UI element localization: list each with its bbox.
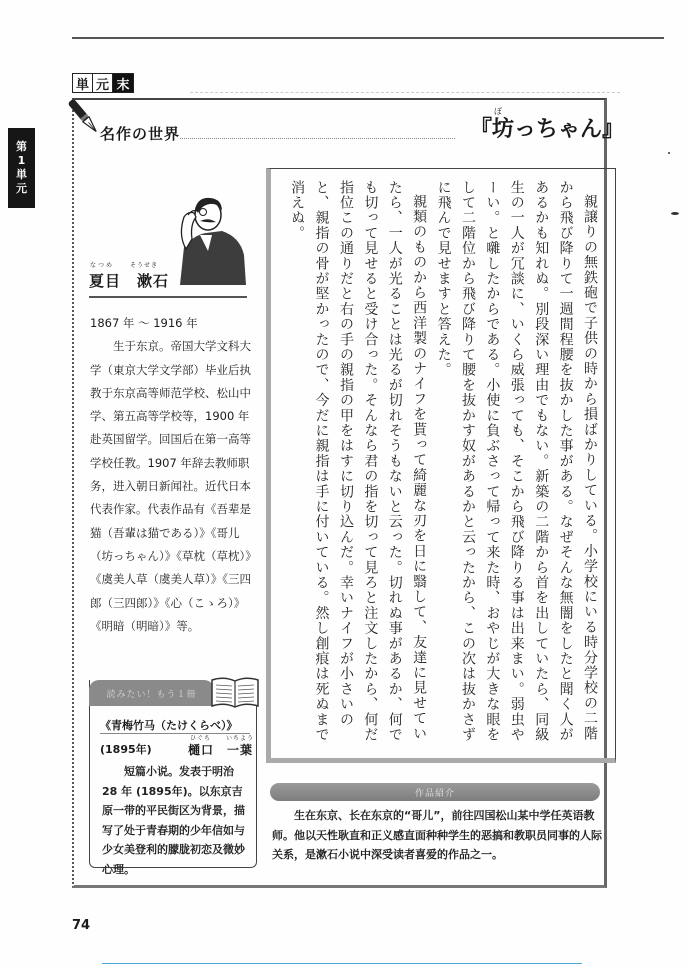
unit-tag-char: 元	[93, 74, 113, 92]
author-name-text: 夏目 漱石	[89, 272, 170, 290]
side-tab-char: 元	[16, 182, 27, 195]
recommended-reading-header: 読みたい！もう１冊	[89, 680, 214, 706]
recommended-summary-text: 短篇小说。发表于明治 28 年 (1895年)。以东京吉原一带的平民街区为背景，描写了处于青春期的少年信如与少女美登利的朦胧初恋及微妙心理。	[102, 765, 245, 876]
side-tab-char: 単	[16, 168, 27, 181]
author-divider	[89, 296, 247, 298]
novel-excerpt	[282, 180, 602, 748]
side-tab-char: 1	[17, 154, 26, 167]
novel-paragraph: 親譲りの無鉄砲で子供の時から損ばかりしている。小学校にいる時分学校の二階から飛び降りて一週間程腰を抜かした事がある。なぜそんな無闇をしたと聞く人があるかも知れぬ。別段深い理由でもない。新築の二階から首を出していたら、同級生の一人が冗談に、いくら威張っても、そこから飛び降りる事は出来まい。弱虫やーい。と囃したからである。小使に負ぶさって帰って来た時、おやじが大きな眼をして二階位から飛び降りて腰を抜かす奴があるかと云ったから、この次は抜かさずに飛んで見せますと答えた。	[435, 180, 598, 743]
scan-speck	[671, 212, 679, 215]
recommended-book-title: 《青梅竹马（たけくらべ）》	[100, 719, 238, 732]
novel-paragraph: 親類のものから西洋製のナイフを貰って綺麗な刃を日に翳して、友達に見せていたら、一人が光ることは光るが切れそうもないと云った。切れぬ事があるか、何でも切って見せると受け合った。そんなら君の指を切って見ろと注文したから、何だ指位この通りだと右の手の親指の甲をはすに切り込んだ。幸いナイフが小さいのと、親指の骨が堅かったので、今だに親指は手に付いている。然し創痕は死ぬまで消えぬ。	[289, 180, 428, 743]
scan-speck	[668, 152, 670, 154]
author-ruby: ひぐち	[190, 735, 212, 742]
faint-rule	[190, 92, 620, 93]
title-dotted-leader	[180, 138, 455, 139]
recommended-book-year: (1895年)	[100, 743, 152, 756]
bottom-rule	[102, 963, 582, 964]
recommended-author-text: 樋口 一葉	[188, 743, 254, 757]
work-intro-text: 生在东京、长在东京的“哥儿”，前往四国松山某中学任英语教师。他以天性耿直和正义感直面种种学生的恶搞和教职员同事的人际关系，是漱石小说中深受读者喜爱的作品之一。	[272, 809, 602, 861]
recommended-book-author	[188, 735, 255, 758]
fountain-pen-icon	[66, 96, 102, 138]
page-number: 74	[72, 918, 91, 933]
section-title: 名作の世界	[100, 125, 181, 143]
author-bio	[90, 312, 258, 638]
author-bio-text: 生于东京。帝国大学文科大学（東京大学文学部）毕业后执教于东京高等师范学校、松山中学、第五高等学校等，1900 年赴英国留学。回国后在第一高等学校任教。1907 年辞去教师职务，进入朝日新闻社。近代日本代表作家。代表作品有《吾辈是猫（吾輩は猫である）》《哥儿（坊っちゃん）》《草枕（草枕）》《虞美人草（虞美人草）》《三四郎（三四郎）》《心（こゝろ）》《明暗（明暗）》等。	[90, 339, 257, 633]
unit-end-tag	[72, 73, 134, 93]
author-name	[89, 262, 170, 291]
open-book-icon	[210, 676, 260, 710]
author-name-ruby-family: なつめ	[90, 262, 115, 269]
author-years: 1867 年 ～ 1916 年	[90, 316, 198, 330]
author-name-ruby-given: そうせき	[130, 262, 159, 269]
work-intro-header: 作品紹介	[270, 783, 600, 801]
unit-tag-char: 単	[73, 74, 93, 92]
recommended-book-summary	[102, 762, 250, 879]
unit-tag-char: 末	[113, 74, 133, 92]
work-title	[470, 107, 625, 143]
author-ruby: いちよう	[226, 735, 255, 742]
work-title-text: 『坊っちゃん』	[470, 116, 625, 142]
unit-side-tab	[8, 128, 35, 208]
work-title-ruby: ぼ	[494, 107, 502, 116]
author-portrait-illustration	[160, 195, 246, 285]
side-tab-char: 第	[16, 140, 27, 153]
work-intro-body	[272, 806, 602, 865]
top-rule	[72, 37, 664, 39]
